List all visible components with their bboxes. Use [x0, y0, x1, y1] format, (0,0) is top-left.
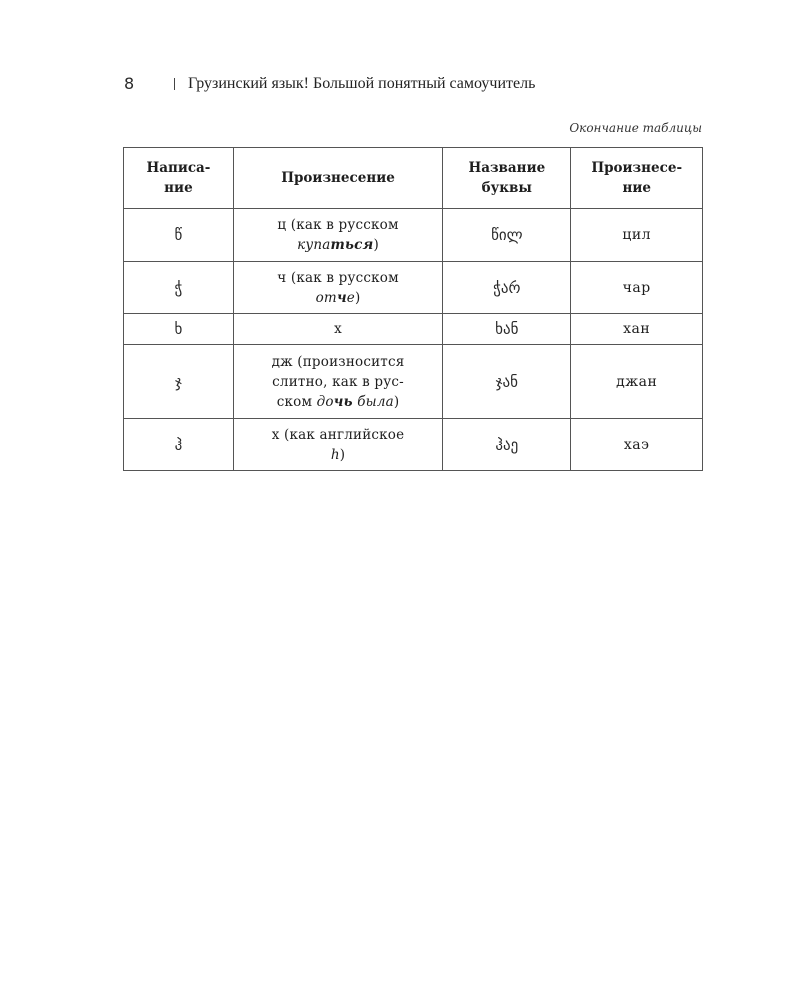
pronunciation-text-tail: )	[393, 393, 400, 410]
pronunciation-text-tail: )	[339, 446, 346, 463]
table-row	[124, 345, 703, 419]
example-word-highlight: ться	[330, 237, 374, 253]
alphabet-table	[123, 147, 703, 471]
letter-cell: ჭ	[124, 262, 234, 314]
table-row	[124, 419, 703, 471]
example-word-part: до	[316, 393, 334, 410]
letter-name-georgian: ხან	[443, 314, 571, 345]
letter-name-pronunciation: хан	[571, 314, 703, 345]
pronunciation-text: дж (произносится	[271, 353, 405, 370]
pronunciation-text: слитно, как в рус-	[272, 373, 404, 390]
example-word-highlight: чь	[333, 393, 353, 410]
pronunciation-text-tail: )	[373, 237, 379, 253]
letter-name-georgian: წილ	[443, 209, 571, 262]
pronunciation-cell	[233, 345, 442, 419]
column-header-letter: Написа- ние	[124, 148, 234, 209]
example-word-highlight: ч	[336, 289, 347, 306]
letter-cell: ჰ	[124, 419, 234, 471]
example-word-part: h	[330, 446, 340, 463]
column-header-letter-name: Название буквы	[443, 148, 571, 209]
pronunciation-text: х	[334, 321, 342, 337]
column-header-pronunciation: Произнесение	[233, 148, 442, 209]
letter-cell: ხ	[124, 314, 234, 345]
pronunciation-text: ч (как в русском	[277, 269, 399, 286]
pronunciation-text: ском	[276, 393, 317, 410]
column-header-name-pronunciation: Произнесе- ние	[571, 148, 703, 209]
letter-cell: წ	[124, 209, 234, 262]
pronunciation-cell	[233, 314, 442, 345]
example-word-part: от	[315, 289, 337, 306]
letter-name-pronunciation: цил	[571, 209, 703, 262]
page-number: 8	[124, 74, 135, 93]
pronunciation-cell	[233, 262, 442, 314]
example-word-part: купа	[297, 237, 331, 253]
letter-name-pronunciation: хаэ	[571, 419, 703, 471]
letter-name-georgian: ჰაე	[443, 419, 571, 471]
letter-name-pronunciation: джан	[571, 345, 703, 419]
pronunciation-text: ц (как в русском	[277, 217, 399, 233]
pronunciation-cell	[233, 419, 442, 471]
header-divider	[174, 78, 175, 90]
table-row	[124, 262, 703, 314]
table-row	[124, 314, 703, 345]
running-title: Грузинский язык! Большой понятный самоучитель	[188, 75, 536, 92]
pronunciation-text-tail: )	[355, 289, 361, 306]
pronunciation-text: х (как английское	[271, 426, 405, 443]
pronunciation-cell	[233, 209, 442, 262]
letter-cell: ჯ	[124, 345, 234, 419]
letter-name-pronunciation: чар	[571, 262, 703, 314]
letter-name-georgian: ჯან	[443, 345, 571, 419]
table-row	[124, 209, 703, 262]
example-word-part: была	[352, 393, 394, 410]
example-word-part: е	[346, 289, 355, 306]
letter-name-georgian: ჭარ	[443, 262, 571, 314]
table-header-row	[124, 148, 703, 209]
table-caption: Окончание таблицы	[569, 121, 702, 135]
running-header	[124, 74, 684, 98]
